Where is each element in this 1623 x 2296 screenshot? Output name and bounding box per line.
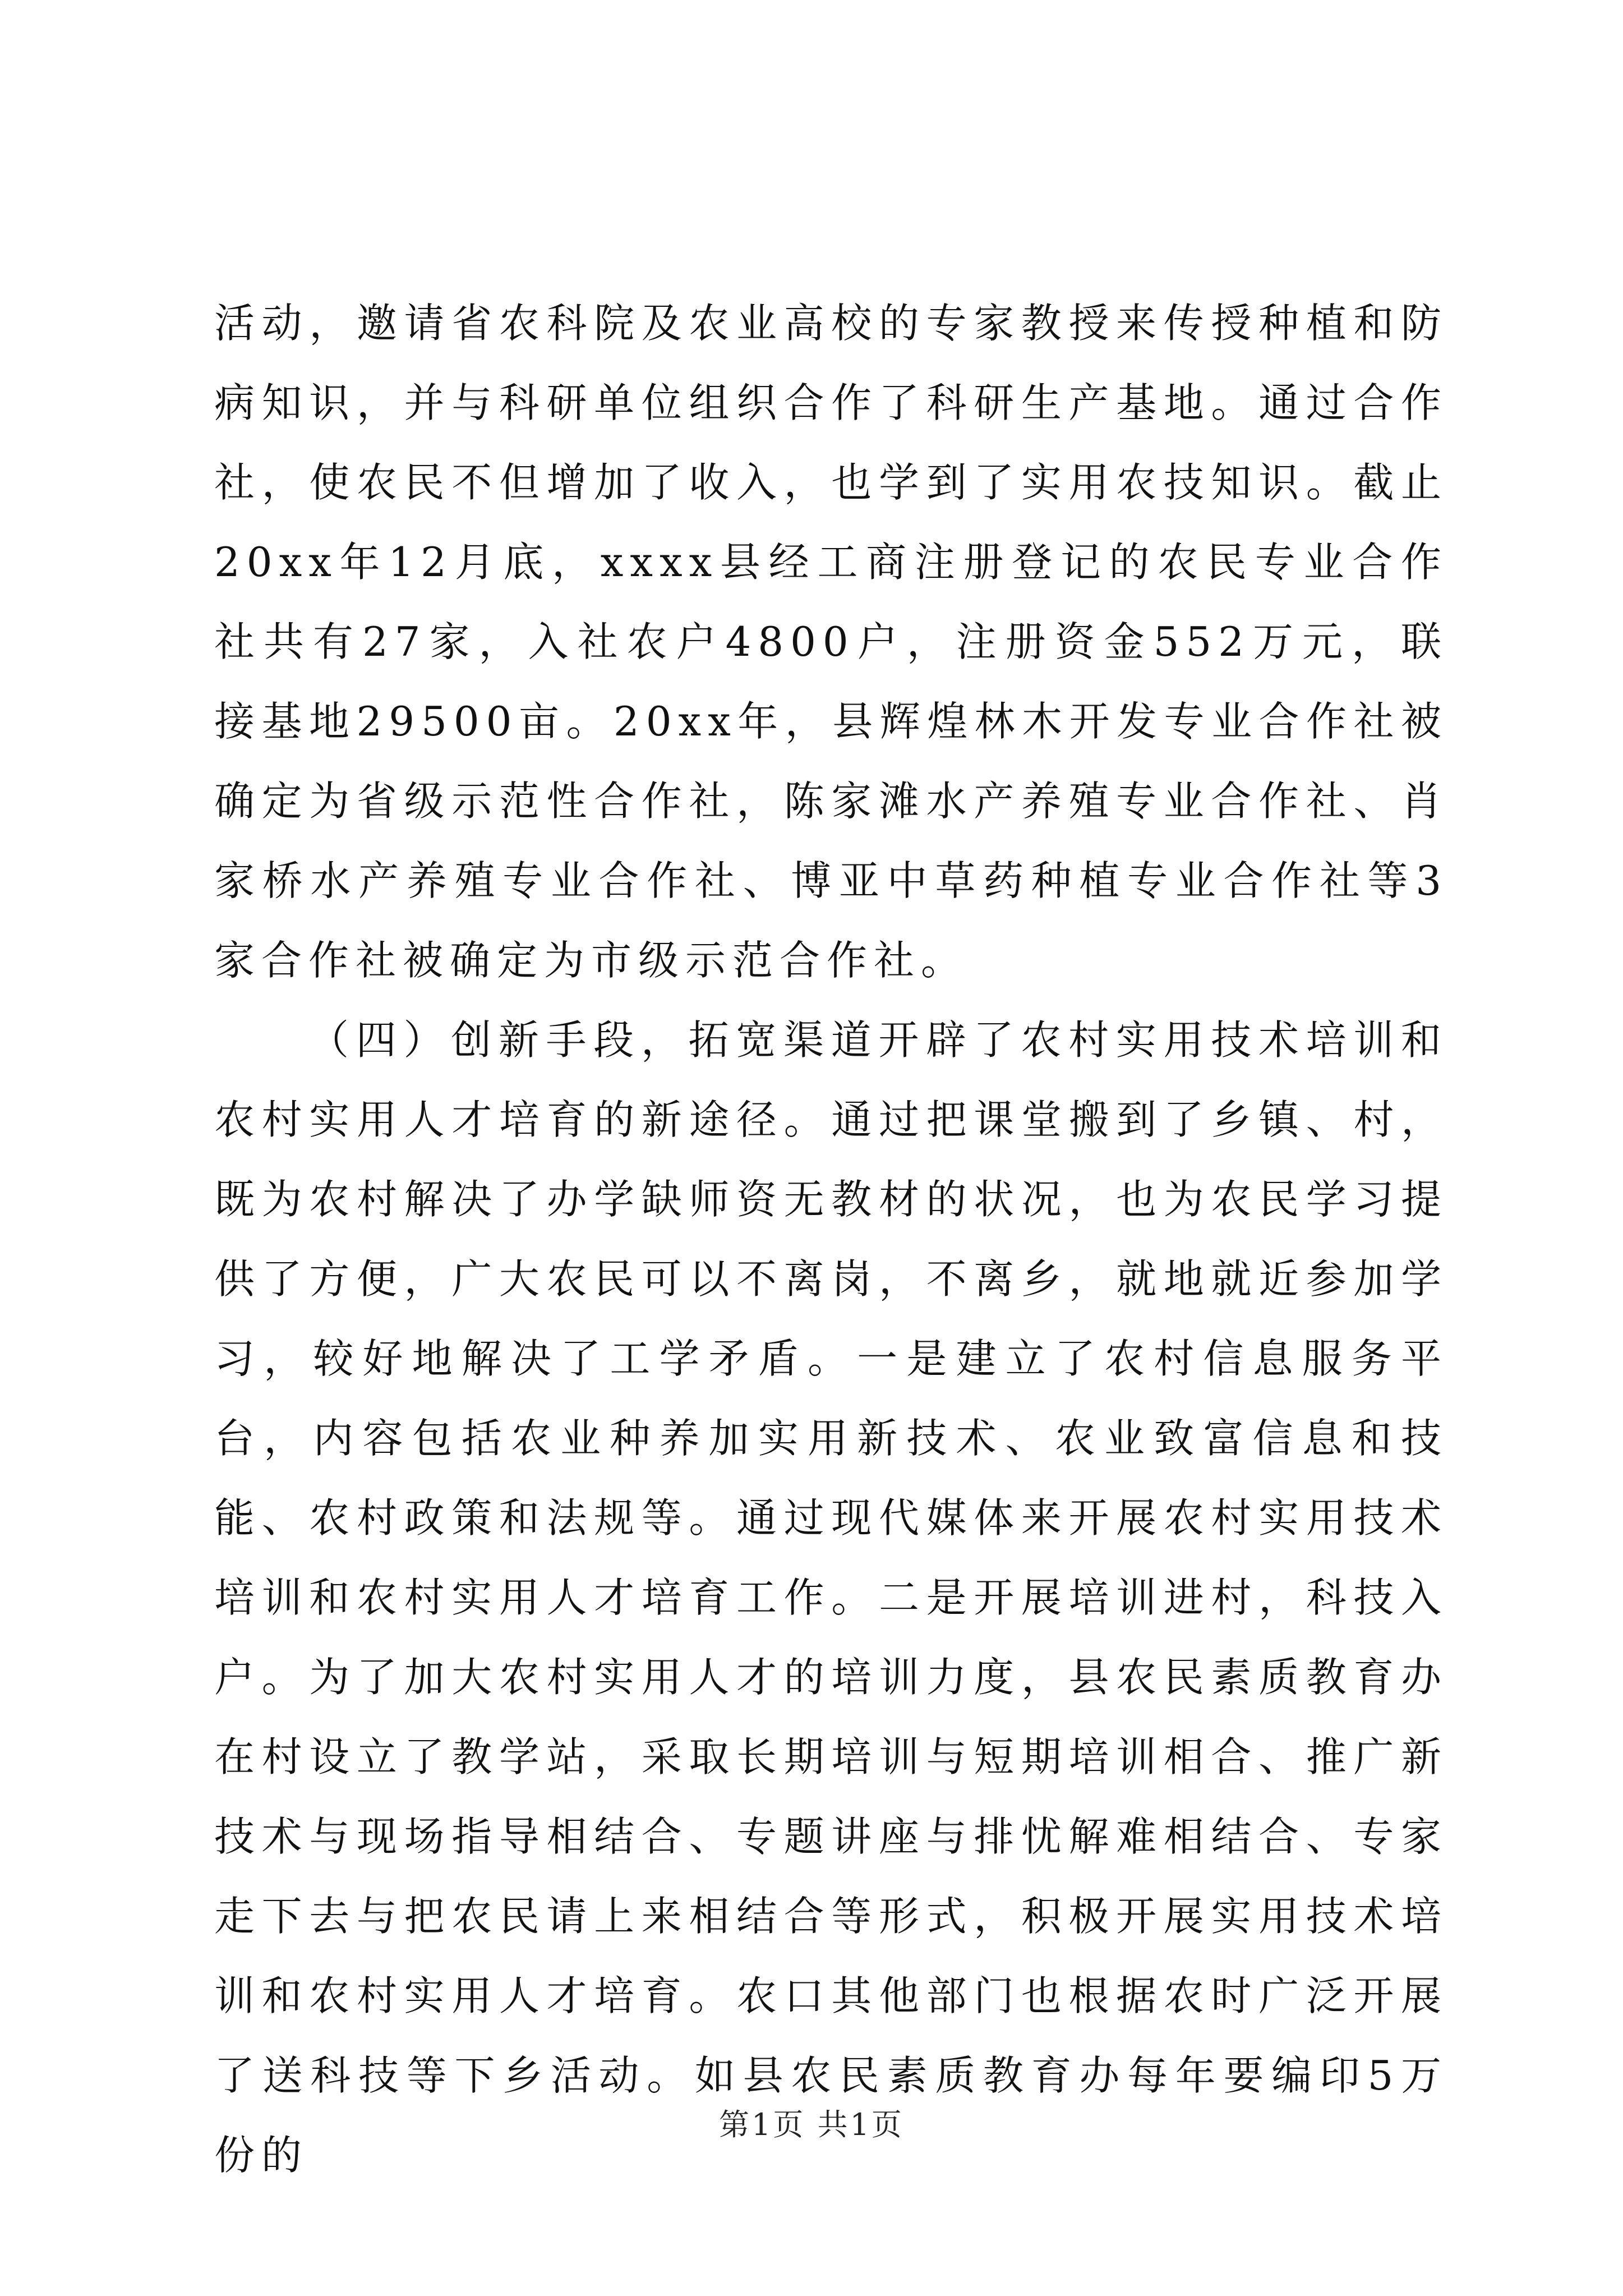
page-footer: 第1页 共1页: [719, 2107, 904, 2142]
paragraph-innovation-measures: （四）创新手段，拓宽渠道开辟了农村实用技术培训和农村实用人才培育的新途径。通过把课堂搬到了乡镇、村，既为农村解决了办学缺师资无教材的状况，也为农民学习提供了方便，广大农民可以不离岗，不离乡，就地就近参加学习，较好地解决了工学矛盾。一是建立了农村信息服务平台，内容包括农业种养加实用新技术、农业致富信息和技能、农村政策和法规等。通过现代媒体来开展农村实用技术培训和农村实用人才培育工作。二是开展培训进村，科技入户。为了加大农村实用人才的培训力度，县农民素质教育办在村设立了教学站，采取长期培训与短期培训相合、推广新技术与现场指导相结合、专题讲座与排忧解难相结合、专家走下去与把农民请上来相结合等形式，积极开展实用技术培训和农村实用人才培育。农口其他部门也根据农时广泛开展了送科技等下乡活动。如县农民素质教育办每年要编印5万份的: [214, 1016, 1448, 2179]
paragraph-cooperative-summary: 活动，邀请省农科院及农业高校的专家教授来传授种植和防病知识，并与科研单位组织合作了科研生产基地。通过合作社，使农民不但增加了收入，也学到了实用农技知识。截止20xx年12月底，xxxx县经工商注册登记的农民专业合作社共有27家，入社农户4800户，注册资金552万元，联接基地29500亩。20xx年，县辉煌林木开发专业合作社被确定为省级示范性合作社，陈家滩水产养殖专业合作社、肖家桥水产养殖专业合作社、博亚中草药种植专业合作社等3家合作社被确定为市级示范合作社。: [214, 300, 1448, 984]
document-body: [214, 283, 1448, 2195]
